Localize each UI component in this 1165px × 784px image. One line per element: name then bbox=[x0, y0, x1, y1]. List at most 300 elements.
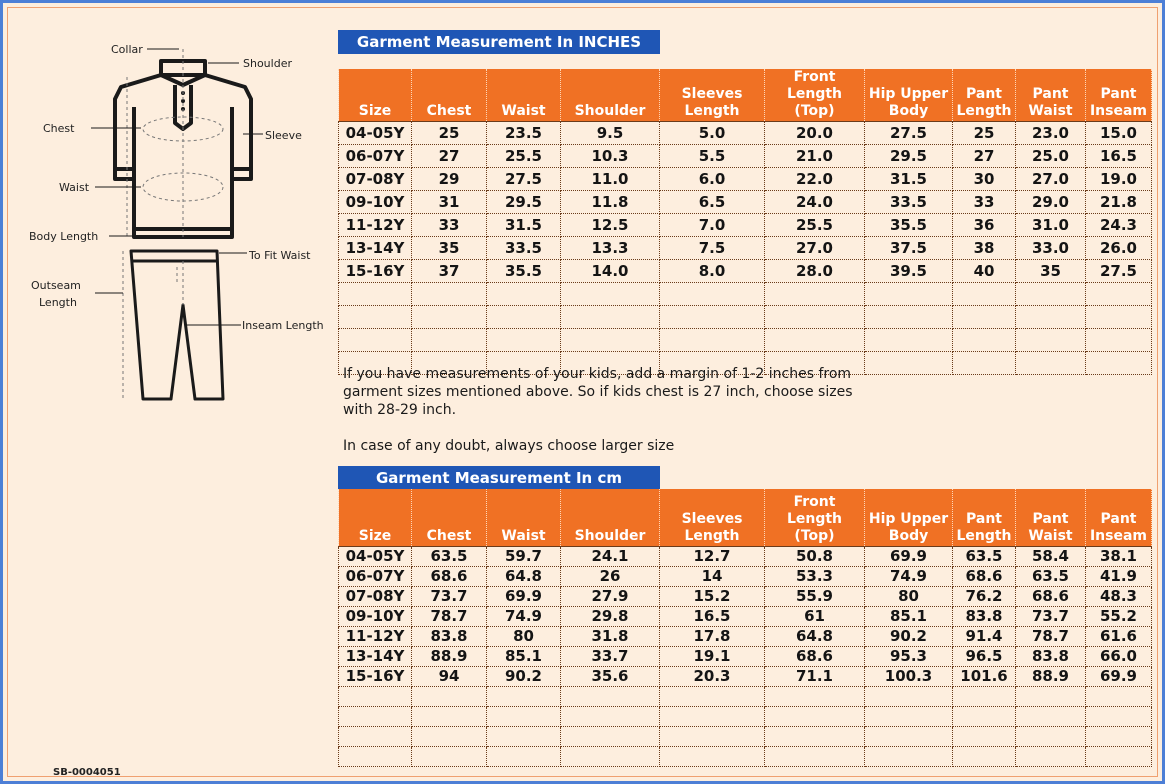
label-waist: Waist bbox=[59, 181, 90, 194]
value-cell: 96.5 bbox=[953, 646, 1016, 666]
empty-cell bbox=[339, 306, 412, 329]
column-header-line: Body bbox=[888, 103, 929, 119]
value-cell: 61.6 bbox=[1086, 626, 1152, 646]
value-cell: 21.8 bbox=[1086, 191, 1152, 214]
value-cell: 64.8 bbox=[487, 566, 561, 586]
column-header-line: Hip Upper bbox=[868, 510, 949, 527]
value-cell: 15.0 bbox=[1086, 122, 1152, 145]
column-header bbox=[1086, 489, 1152, 546]
value-cell: 78.7 bbox=[412, 606, 487, 626]
empty-cell bbox=[487, 283, 561, 306]
value-cell: 95.3 bbox=[865, 646, 953, 666]
column-header bbox=[1016, 69, 1086, 122]
empty-cell bbox=[561, 306, 660, 329]
value-cell: 68.6 bbox=[953, 566, 1016, 586]
value-cell: 48.3 bbox=[1086, 586, 1152, 606]
margin-note: If you have measurements of your kids, add a margin of 1-2 inches from garment sizes mentioned above. So if kids chest is 27 inch, choose sizes with 28-29 inch. bbox=[343, 366, 853, 418]
label-outseam-line2: Length bbox=[39, 296, 77, 309]
value-cell: 31.5 bbox=[487, 214, 561, 237]
value-cell: 36 bbox=[953, 214, 1016, 237]
value-cell: 80 bbox=[487, 626, 561, 646]
value-cell: 76.2 bbox=[953, 586, 1016, 606]
column-header-line: Chest bbox=[426, 527, 472, 544]
value-cell: 27.0 bbox=[1016, 168, 1086, 191]
value-cell: 58.4 bbox=[1016, 546, 1086, 566]
value-cell: 55.2 bbox=[1086, 606, 1152, 626]
table-row bbox=[339, 626, 1152, 646]
value-cell: 100.3 bbox=[865, 666, 953, 686]
value-cell: 101.6 bbox=[953, 666, 1016, 686]
inches-measurement-table bbox=[338, 69, 1152, 375]
size-cell: 09-10Y bbox=[339, 606, 412, 626]
empty-cell bbox=[1086, 706, 1152, 726]
column-header bbox=[953, 489, 1016, 546]
empty-row bbox=[339, 283, 1152, 306]
value-cell: 16.5 bbox=[1086, 145, 1152, 168]
value-cell: 53.3 bbox=[765, 566, 865, 586]
column-header-line: Pant bbox=[1032, 510, 1069, 527]
value-cell: 27.5 bbox=[865, 122, 953, 145]
size-cell: 15-16Y bbox=[339, 666, 412, 686]
value-cell: 16.5 bbox=[660, 606, 765, 626]
empty-cell bbox=[865, 706, 953, 726]
empty-cell bbox=[765, 306, 865, 329]
value-cell: 37.5 bbox=[865, 237, 953, 260]
empty-cell bbox=[1016, 686, 1086, 706]
column-header-line: Pant bbox=[1100, 86, 1137, 102]
table-row bbox=[339, 586, 1152, 606]
column-header bbox=[765, 69, 865, 122]
value-cell: 27 bbox=[953, 145, 1016, 168]
value-cell: 12.7 bbox=[660, 546, 765, 566]
value-cell: 68.6 bbox=[765, 646, 865, 666]
column-header-line: Length bbox=[956, 103, 1012, 119]
empty-cell bbox=[1016, 726, 1086, 746]
empty-cell bbox=[865, 726, 953, 746]
column-header bbox=[1086, 69, 1152, 122]
empty-cell bbox=[660, 306, 765, 329]
inches-table-title: Garment Measurement In INCHES bbox=[338, 30, 660, 54]
empty-cell bbox=[339, 283, 412, 306]
empty-cell bbox=[561, 686, 660, 706]
column-header-line: Inseam bbox=[1089, 103, 1148, 119]
value-cell: 33 bbox=[953, 191, 1016, 214]
column-header-line: Waist bbox=[501, 103, 546, 119]
value-cell: 35 bbox=[412, 237, 487, 260]
value-cell: 22.0 bbox=[765, 168, 865, 191]
value-cell: 85.1 bbox=[865, 606, 953, 626]
value-cell: 23.5 bbox=[487, 122, 561, 145]
empty-cell bbox=[953, 726, 1016, 746]
empty-cell bbox=[561, 746, 660, 766]
empty-cell bbox=[953, 746, 1016, 766]
value-cell: 31.5 bbox=[865, 168, 953, 191]
value-cell: 35.5 bbox=[865, 214, 953, 237]
empty-cell bbox=[765, 726, 865, 746]
value-cell: 29.8 bbox=[561, 606, 660, 626]
empty-cell bbox=[765, 283, 865, 306]
value-cell: 38.1 bbox=[1086, 546, 1152, 566]
column-header bbox=[953, 69, 1016, 122]
value-cell: 24.1 bbox=[561, 546, 660, 566]
empty-cell bbox=[339, 726, 412, 746]
column-header-line: Length bbox=[684, 103, 740, 119]
column-header-line: Shoulder bbox=[574, 103, 646, 119]
empty-row bbox=[339, 329, 1152, 352]
empty-cell bbox=[660, 686, 765, 706]
column-header bbox=[660, 489, 765, 546]
value-cell: 30 bbox=[953, 168, 1016, 191]
empty-cell bbox=[1086, 306, 1152, 329]
value-cell: 83.8 bbox=[953, 606, 1016, 626]
table-row bbox=[339, 168, 1152, 191]
column-header-line: Pant bbox=[1100, 510, 1137, 527]
value-cell: 38 bbox=[953, 237, 1016, 260]
column-header-line: Front bbox=[793, 69, 836, 85]
table-row bbox=[339, 646, 1152, 666]
larger-size-note: In case of any doubt, always choose larger size bbox=[343, 438, 675, 454]
column-header bbox=[765, 489, 865, 546]
empty-cell bbox=[660, 746, 765, 766]
label-outseam-line1: Outseam bbox=[31, 279, 81, 292]
value-cell: 41.9 bbox=[1086, 566, 1152, 586]
column-header-line: Waist bbox=[1028, 527, 1073, 544]
label-inseam: Inseam Length bbox=[242, 319, 324, 332]
empty-cell bbox=[487, 329, 561, 352]
value-cell: 94 bbox=[412, 666, 487, 686]
empty-cell bbox=[953, 686, 1016, 706]
column-header-line: Chest bbox=[426, 103, 472, 119]
value-cell: 5.0 bbox=[660, 122, 765, 145]
value-cell: 26.0 bbox=[1086, 237, 1152, 260]
column-header-line: Waist bbox=[501, 527, 546, 544]
value-cell: 88.9 bbox=[412, 646, 487, 666]
empty-cell bbox=[1016, 283, 1086, 306]
label-body-length: Body Length bbox=[29, 230, 99, 243]
value-cell: 31.0 bbox=[1016, 214, 1086, 237]
value-cell: 63.5 bbox=[953, 546, 1016, 566]
value-cell: 40 bbox=[953, 260, 1016, 283]
value-cell: 13.3 bbox=[561, 237, 660, 260]
value-cell: 8.0 bbox=[660, 260, 765, 283]
empty-cell bbox=[660, 726, 765, 746]
value-cell: 23.0 bbox=[1016, 122, 1086, 145]
empty-cell bbox=[412, 306, 487, 329]
value-cell: 24.0 bbox=[765, 191, 865, 214]
column-header bbox=[412, 489, 487, 546]
table-row bbox=[339, 546, 1152, 566]
size-cell: 13-14Y bbox=[339, 237, 412, 260]
empty-cell bbox=[412, 686, 487, 706]
value-cell: 29 bbox=[412, 168, 487, 191]
value-cell: 90.2 bbox=[865, 626, 953, 646]
empty-cell bbox=[561, 329, 660, 352]
empty-cell bbox=[765, 686, 865, 706]
value-cell: 24.3 bbox=[1086, 214, 1152, 237]
value-cell: 25 bbox=[412, 122, 487, 145]
value-cell: 69.9 bbox=[1086, 666, 1152, 686]
value-cell: 39.5 bbox=[865, 260, 953, 283]
value-cell: 69.9 bbox=[865, 546, 953, 566]
value-cell: 29.0 bbox=[1016, 191, 1086, 214]
empty-cell bbox=[487, 306, 561, 329]
value-cell: 28.0 bbox=[765, 260, 865, 283]
size-cell: 15-16Y bbox=[339, 260, 412, 283]
empty-cell bbox=[765, 329, 865, 352]
value-cell: 59.7 bbox=[487, 546, 561, 566]
value-cell: 66.0 bbox=[1086, 646, 1152, 666]
value-cell: 25.0 bbox=[1016, 145, 1086, 168]
size-cell: 04-05Y bbox=[339, 122, 412, 145]
empty-cell bbox=[339, 329, 412, 352]
empty-cell bbox=[412, 329, 487, 352]
empty-cell bbox=[339, 706, 412, 726]
value-cell: 71.1 bbox=[765, 666, 865, 686]
value-cell: 29.5 bbox=[865, 145, 953, 168]
empty-cell bbox=[865, 329, 953, 352]
column-header bbox=[561, 489, 660, 546]
empty-cell bbox=[1086, 283, 1152, 306]
empty-cell bbox=[412, 283, 487, 306]
value-cell: 74.9 bbox=[487, 606, 561, 626]
empty-row bbox=[339, 726, 1152, 746]
empty-row bbox=[339, 686, 1152, 706]
column-header-line: Size bbox=[358, 527, 392, 544]
value-cell: 63.5 bbox=[412, 546, 487, 566]
column-header bbox=[865, 489, 953, 546]
column-header bbox=[487, 69, 561, 122]
empty-cell bbox=[339, 686, 412, 706]
empty-cell bbox=[1016, 352, 1086, 375]
column-header-line: Front bbox=[793, 493, 836, 510]
size-cell: 13-14Y bbox=[339, 646, 412, 666]
empty-cell bbox=[1016, 329, 1086, 352]
value-cell: 20.3 bbox=[660, 666, 765, 686]
empty-cell bbox=[561, 283, 660, 306]
empty-cell bbox=[561, 726, 660, 746]
value-cell: 11.0 bbox=[561, 168, 660, 191]
column-header bbox=[487, 489, 561, 546]
value-cell: 7.5 bbox=[660, 237, 765, 260]
empty-cell bbox=[953, 283, 1016, 306]
empty-cell bbox=[953, 306, 1016, 329]
empty-cell bbox=[865, 306, 953, 329]
garment-diagram bbox=[23, 37, 343, 417]
value-cell: 27.5 bbox=[487, 168, 561, 191]
value-cell: 35 bbox=[1016, 260, 1086, 283]
table-row bbox=[339, 566, 1152, 586]
table-row bbox=[339, 122, 1152, 145]
size-cell: 06-07Y bbox=[339, 566, 412, 586]
value-cell: 73.7 bbox=[1016, 606, 1086, 626]
value-cell: 25.5 bbox=[765, 214, 865, 237]
value-cell: 31.8 bbox=[561, 626, 660, 646]
column-header-line: Sleeves bbox=[681, 86, 743, 102]
table-row bbox=[339, 214, 1152, 237]
value-cell: 68.6 bbox=[412, 566, 487, 586]
empty-cell bbox=[1086, 329, 1152, 352]
value-cell: 35.6 bbox=[561, 666, 660, 686]
value-cell: 14.0 bbox=[561, 260, 660, 283]
value-cell: 33.5 bbox=[487, 237, 561, 260]
column-header-line: Length (Top) bbox=[786, 510, 843, 544]
column-header-line: Shoulder bbox=[574, 527, 646, 544]
size-cell: 07-08Y bbox=[339, 168, 412, 191]
value-cell: 27.9 bbox=[561, 586, 660, 606]
empty-cell bbox=[1086, 746, 1152, 766]
column-header-line: Waist bbox=[1028, 103, 1073, 119]
table-row bbox=[339, 145, 1152, 168]
value-cell: 27 bbox=[412, 145, 487, 168]
value-cell: 19.0 bbox=[1086, 168, 1152, 191]
value-cell: 27.5 bbox=[1086, 260, 1152, 283]
empty-cell bbox=[412, 746, 487, 766]
value-cell: 20.0 bbox=[765, 122, 865, 145]
value-cell: 29.5 bbox=[487, 191, 561, 214]
value-cell: 35.5 bbox=[487, 260, 561, 283]
empty-cell bbox=[1086, 726, 1152, 746]
column-header-line: Length (Top) bbox=[786, 86, 843, 119]
column-header-line: Sleeves bbox=[681, 510, 743, 527]
empty-cell bbox=[487, 746, 561, 766]
value-cell: 88.9 bbox=[1016, 666, 1086, 686]
empty-cell bbox=[487, 726, 561, 746]
value-cell: 80 bbox=[865, 586, 953, 606]
column-header-line: Pant bbox=[966, 510, 1002, 527]
empty-cell bbox=[660, 329, 765, 352]
size-cell: 11-12Y bbox=[339, 626, 412, 646]
empty-row bbox=[339, 746, 1152, 766]
column-header-line: Pant bbox=[966, 86, 1002, 102]
value-cell: 33.5 bbox=[865, 191, 953, 214]
value-cell: 78.7 bbox=[1016, 626, 1086, 646]
size-cell: 11-12Y bbox=[339, 214, 412, 237]
empty-row bbox=[339, 306, 1152, 329]
value-cell: 9.5 bbox=[561, 122, 660, 145]
value-cell: 5.5 bbox=[660, 145, 765, 168]
table-row bbox=[339, 666, 1152, 686]
column-header-line: Length bbox=[684, 527, 740, 544]
value-cell: 7.0 bbox=[660, 214, 765, 237]
cm-measurement-table bbox=[338, 489, 1152, 767]
value-cell: 68.6 bbox=[1016, 586, 1086, 606]
value-cell: 37 bbox=[412, 260, 487, 283]
value-cell: 21.0 bbox=[765, 145, 865, 168]
size-cell: 09-10Y bbox=[339, 191, 412, 214]
label-collar: Collar bbox=[111, 43, 143, 56]
column-header-line: Hip Upper bbox=[868, 86, 949, 102]
value-cell: 63.5 bbox=[1016, 566, 1086, 586]
size-cell: 04-05Y bbox=[339, 546, 412, 566]
empty-row bbox=[339, 706, 1152, 726]
empty-cell bbox=[660, 283, 765, 306]
empty-cell bbox=[660, 706, 765, 726]
value-cell: 74.9 bbox=[865, 566, 953, 586]
size-cell: 07-08Y bbox=[339, 586, 412, 606]
column-header bbox=[339, 69, 412, 122]
empty-cell bbox=[953, 352, 1016, 375]
column-header-line: Length bbox=[956, 527, 1012, 544]
empty-cell bbox=[953, 706, 1016, 726]
value-cell: 83.8 bbox=[412, 626, 487, 646]
empty-cell bbox=[865, 686, 953, 706]
table-row bbox=[339, 237, 1152, 260]
value-cell: 69.9 bbox=[487, 586, 561, 606]
empty-cell bbox=[1016, 746, 1086, 766]
column-header bbox=[1016, 489, 1086, 546]
value-cell: 73.7 bbox=[412, 586, 487, 606]
value-cell: 90.2 bbox=[487, 666, 561, 686]
value-cell: 6.0 bbox=[660, 168, 765, 191]
value-cell: 10.3 bbox=[561, 145, 660, 168]
column-header bbox=[339, 489, 412, 546]
cm-table-title: Garment Measurement In cm bbox=[338, 466, 660, 490]
empty-cell bbox=[865, 283, 953, 306]
column-header bbox=[660, 69, 765, 122]
table-row bbox=[339, 606, 1152, 626]
value-cell: 14 bbox=[660, 566, 765, 586]
value-cell: 85.1 bbox=[487, 646, 561, 666]
value-cell: 64.8 bbox=[765, 626, 865, 646]
column-header-line: Body bbox=[888, 527, 929, 544]
empty-cell bbox=[865, 352, 953, 375]
sku-code: SB-0004051 bbox=[53, 767, 121, 778]
label-to-fit-waist: To Fit Waist bbox=[249, 249, 311, 262]
value-cell: 31 bbox=[412, 191, 487, 214]
column-header-line: Inseam bbox=[1089, 527, 1148, 544]
empty-cell bbox=[1016, 306, 1086, 329]
empty-cell bbox=[487, 706, 561, 726]
empty-cell bbox=[412, 706, 487, 726]
value-cell: 55.9 bbox=[765, 586, 865, 606]
value-cell: 27.0 bbox=[765, 237, 865, 260]
column-header bbox=[865, 69, 953, 122]
empty-cell bbox=[1086, 352, 1152, 375]
value-cell: 50.8 bbox=[765, 546, 865, 566]
value-cell: 6.5 bbox=[660, 191, 765, 214]
value-cell: 19.1 bbox=[660, 646, 765, 666]
value-cell: 33 bbox=[412, 214, 487, 237]
value-cell: 25.5 bbox=[487, 145, 561, 168]
empty-cell bbox=[765, 746, 865, 766]
empty-cell bbox=[412, 726, 487, 746]
column-header-line: Pant bbox=[1032, 86, 1069, 102]
size-cell: 06-07Y bbox=[339, 145, 412, 168]
empty-cell bbox=[487, 686, 561, 706]
label-shoulder: Shoulder bbox=[243, 57, 292, 70]
empty-cell bbox=[1016, 706, 1086, 726]
value-cell: 61 bbox=[765, 606, 865, 626]
empty-cell bbox=[953, 329, 1016, 352]
value-cell: 25 bbox=[953, 122, 1016, 145]
value-cell: 26 bbox=[561, 566, 660, 586]
empty-cell bbox=[865, 746, 953, 766]
table-row bbox=[339, 191, 1152, 214]
value-cell: 33.7 bbox=[561, 646, 660, 666]
value-cell: 33.0 bbox=[1016, 237, 1086, 260]
table-row bbox=[339, 260, 1152, 283]
column-header bbox=[412, 69, 487, 122]
column-header-line: Size bbox=[358, 103, 392, 119]
empty-cell bbox=[339, 746, 412, 766]
empty-cell bbox=[765, 706, 865, 726]
empty-cell bbox=[561, 706, 660, 726]
value-cell: 11.8 bbox=[561, 191, 660, 214]
value-cell: 17.8 bbox=[660, 626, 765, 646]
label-sleeve: Sleeve bbox=[265, 129, 302, 142]
value-cell: 83.8 bbox=[1016, 646, 1086, 666]
value-cell: 15.2 bbox=[660, 586, 765, 606]
